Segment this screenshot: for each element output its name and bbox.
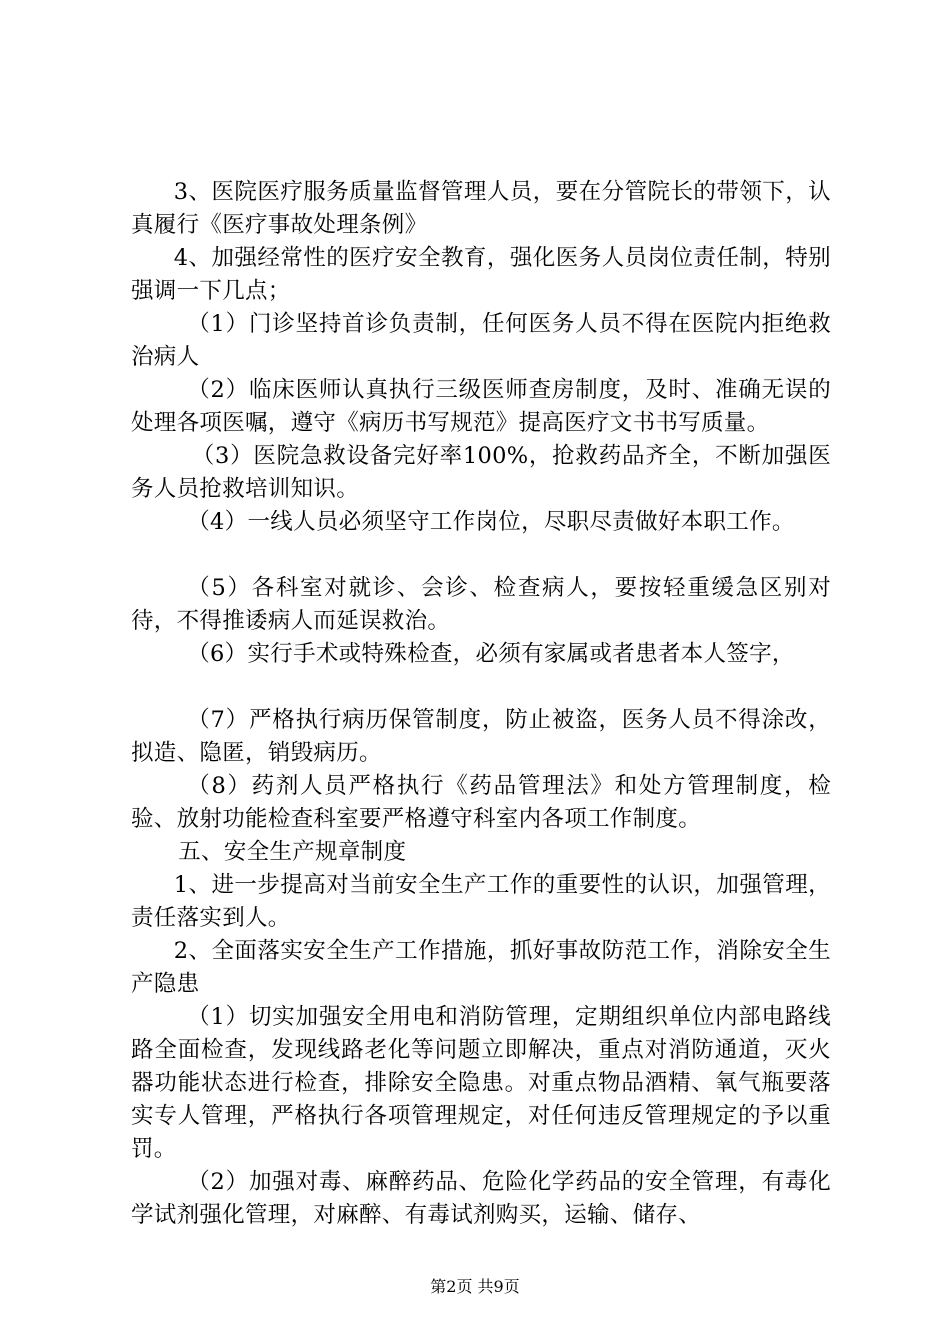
section-heading: 五、安全生产规章制度 bbox=[178, 839, 407, 865]
paragraph-sub-4: （4）一线人员必须坚守工作岗位，尽职尽责做好本职工作。 bbox=[187, 509, 795, 535]
paragraph-sub-2: （2）临床医师认真执行三级医师查房制度，及时、准确无误的处理各项医嘱，遵守《病历书写规范》提高医疗文书书写质量。 bbox=[131, 377, 831, 436]
paragraph-item-2: 2、全面落实安全生产工作措施，抓好事故防范工作，消除安全生产隐患 bbox=[131, 938, 831, 997]
paragraph-safety-sub-2: （2）加强对毒、麻醉药品、危险化学药品的安全管理，有毒化学试剂强化管理，对麻醉、有毒试剂购买，运输、储存、 bbox=[131, 1169, 831, 1228]
paragraph-safety-sub-1: （1）切实加强安全用电和消防管理，定期组织单位内部电路线路全面检查，发现线路老化等问题立即解决，重点对消防通道，灭火器功能状态进行检查，排除安全隐患。对重点物品酒精、氧气瓶要落实专人管理，严格执行各项管理规定，对任何违反管理规定的予以重罚。 bbox=[131, 1004, 831, 1162]
paragraph-sub-5: （5）各科室对就诊、会诊、检查病人，要按轻重缓急区别对待，不得推诿病人而延误救治。 bbox=[131, 575, 831, 634]
page-footer bbox=[0, 1277, 950, 1297]
page-number: 第2页 共9页 bbox=[430, 1277, 520, 1296]
paragraph-sub-1: （1）门诊坚持首诊负责制，任何医务人员不得在医院内拒绝救治病人 bbox=[131, 311, 831, 370]
paragraph-sub-3: （3）医院急救设备完好率100%，抢救药品齐全，不断加强医务人员抢救培训知识。 bbox=[131, 443, 831, 502]
paragraph-item-1: 1、进一步提高对当前安全生产工作的重要性的认识，加强管理，责任落实到人。 bbox=[131, 872, 831, 931]
paragraph-sub-8: （8）药剂人员严格执行《药品管理法》和处方管理制度，检验、放射功能检查科室要严格遵守科室内各项工作制度。 bbox=[131, 773, 831, 832]
paragraph-item-4: 4、加强经常性的医疗安全教育，强化医务人员岗位责任制，特别强调一下几点； bbox=[131, 245, 831, 304]
document-body bbox=[131, 176, 831, 1232]
paragraph-item-3: 3、医院医疗服务质量监督管理人员，要在分管院长的带领下，认真履行《医疗事故处理条例》 bbox=[131, 179, 831, 238]
paragraph-sub-6: （6）实行手术或特殊检查，必须有家属或者患者本人签字， bbox=[187, 641, 795, 667]
paragraph-sub-7: （7）严格执行病历保管制度，防止被盗，医务人员不得涂改，拟造、隐匿，销毁病历。 bbox=[131, 707, 831, 766]
